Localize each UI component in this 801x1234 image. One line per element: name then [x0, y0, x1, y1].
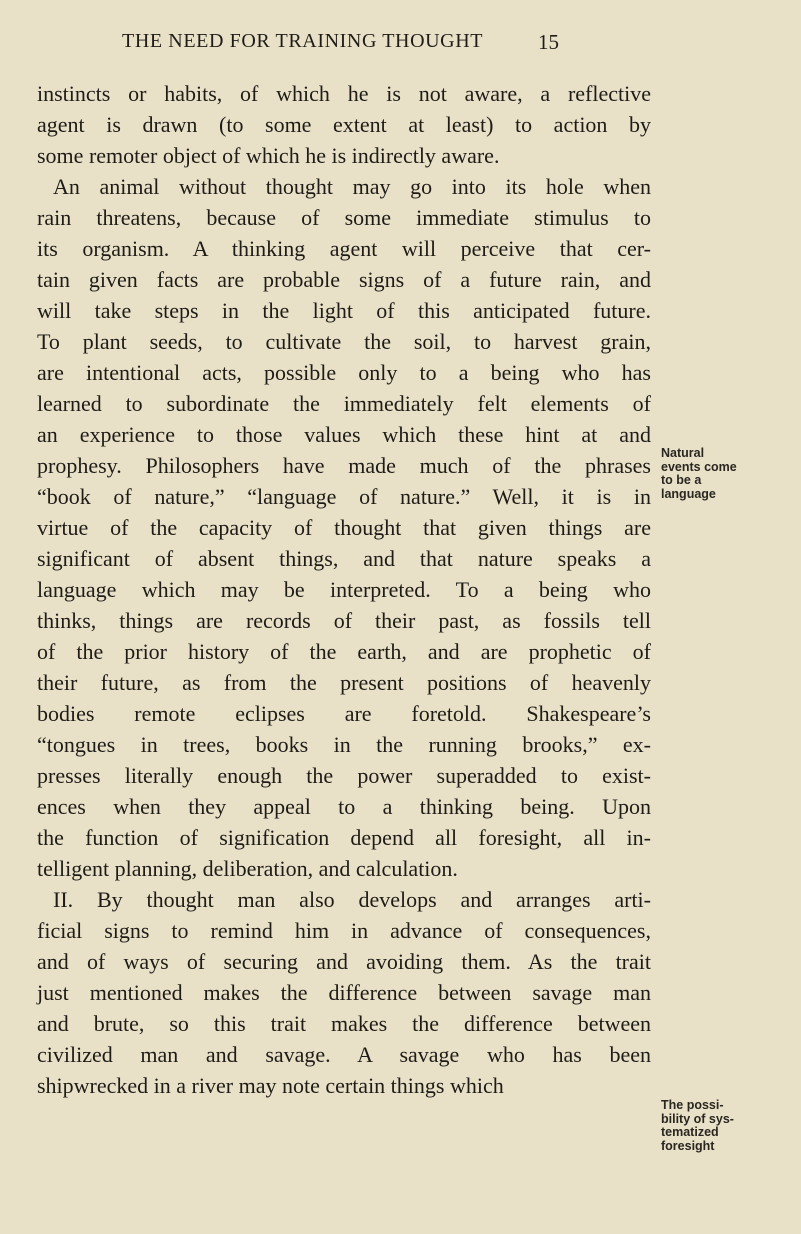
text-line: tain given facts are probable signs of a future rain, and: [37, 267, 651, 292]
text-line: ences when they appeal to a thinking being. Upon: [37, 794, 651, 819]
text-line: prophesy. Philosophers have made much of the phrases: [37, 453, 651, 478]
running-head: THE NEED FOR TRAINING THOUGHT: [122, 30, 484, 52]
text-line: language which may be interpreted. To a being who: [37, 577, 651, 602]
text-line: II. By thought man also develops and arranges arti-: [53, 887, 651, 912]
text-line: virtue of the capacity of thought that given things are: [37, 515, 651, 540]
margin-note-line: tematized: [661, 1125, 719, 1139]
text-line: just mentioned makes the difference between savage man: [37, 980, 651, 1005]
margin-note-line: Natural: [661, 446, 705, 460]
margin-note-line: foresight: [661, 1138, 715, 1153]
text-line: and brute, so this trait makes the difference between: [37, 1011, 651, 1036]
text-line: significant of absent things, and that nature speaks a: [37, 546, 651, 571]
text-line: of the prior history of the earth, and are prophetic of: [37, 639, 651, 664]
text-line: their future, as from the present positions of heavenly: [37, 670, 651, 695]
margin-note-line: language: [661, 486, 716, 501]
text-line: its organism. A thinking agent will perceive that cer-: [37, 236, 651, 261]
text-line: telligent planning, deliberation, and calculation.: [37, 856, 458, 881]
text-line: and of ways of securing and avoiding them. As the trait: [37, 949, 651, 974]
text-line: instincts or habits, of which he is not aware, a reflective: [37, 81, 651, 106]
text-line: civilized man and savage. A savage who has been: [37, 1042, 651, 1067]
text-line: thinks, things are records of their past, as fossils tell: [37, 608, 651, 633]
page-header: [0, 30, 801, 60]
text-line: shipwrecked in a river may note certain things which: [37, 1073, 504, 1098]
text-line: agent is drawn (to some extent at least) to action by: [37, 112, 651, 137]
text-line: an experience to those values which these hint at and: [37, 422, 651, 447]
body-text: [37, 78, 651, 1101]
text-line: An animal without thought may go into its hole when: [53, 174, 651, 199]
text-line: will take steps in the light of this anticipated future.: [37, 298, 651, 323]
margin-note-line: bility of sys-: [661, 1111, 734, 1126]
text-line: “book of nature,” “language of nature.” Well, it is in: [37, 484, 651, 509]
margin-note-natural-events: [661, 447, 801, 501]
text-line: “tongues in trees, books in the running brooks,” ex-: [37, 732, 651, 757]
text-line: learned to subordinate the immediately felt elements of: [37, 391, 651, 416]
margin-note-line: The possi-: [661, 1098, 724, 1112]
margin-note-foresight: [661, 1099, 801, 1153]
text-line: the function of signification depend all foresight, all in-: [37, 825, 651, 850]
text-line: rain threatens, because of some immediate stimulus to: [37, 205, 651, 230]
text-line: are intentional acts, possible only to a being who has: [37, 360, 651, 385]
text-line: bodies remote eclipses are foretold. Shakespeare’s: [37, 701, 651, 726]
text-line: some remoter object of which he is indirectly aware.: [37, 143, 500, 168]
page-number: 15: [538, 30, 559, 54]
text-line: To plant seeds, to cultivate the soil, to harvest grain,: [37, 329, 651, 354]
text-line: ficial signs to remind him in advance of consequences,: [37, 918, 651, 943]
text-line: presses literally enough the power superadded to exist-: [37, 763, 651, 788]
margin-note-line: to be a: [661, 473, 702, 487]
margin-note-line: events come: [661, 459, 737, 474]
